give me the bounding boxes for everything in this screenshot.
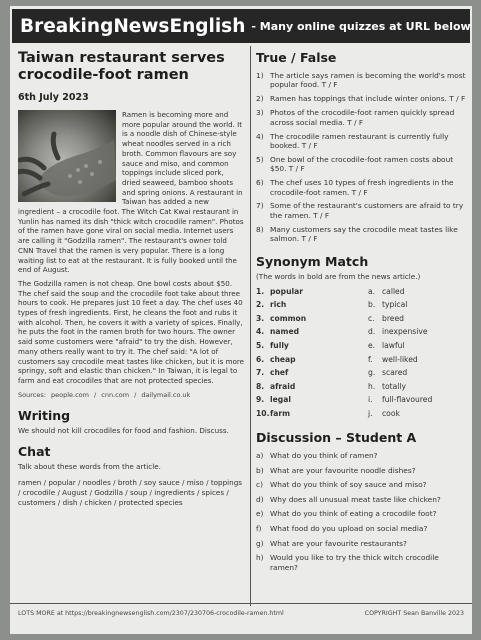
synonym-match: [368, 409, 468, 418]
article-sources: Sources: people.com / cnn.com / dailymail.co.uk: [18, 390, 191, 399]
synonym-word: [256, 355, 368, 364]
article-paragraph-1: Ramen is becoming more and more popular around the world. It is a noodle dish of Chinese-style wheat noodles served in a rich broth. Common flavours are soy sauce and miso, and common toppings include sliced pork, dried seaweed, bamboo shoots and spring onions. A restaurant in Taiwan has added a new ingredient – a crocodile foot. The Witch Cat Kwai restaurant in Yunlin has named its dish "thick witch crocodile ramen". Photos of the ramen have gone viral on social media. Internet users are calling it "Godzilla ramen". The restaurant's owner told CNN Travel that the ramen is very popular. There is a long waiting list to eat at the restaurant. It is fully booked until the end of August.: [18, 110, 244, 275]
list-item: [256, 201, 468, 220]
synonym-word: [256, 382, 368, 391]
item-number: 5): [256, 154, 264, 164]
bold-word: popular: [270, 286, 303, 296]
list-item: [256, 108, 468, 127]
bold-word: fully: [270, 340, 289, 350]
list-item: [256, 132, 468, 151]
synonym-word: [256, 300, 368, 309]
bold-word: chef: [270, 368, 289, 378]
item-number: 8): [256, 224, 264, 234]
item-text: The chef uses 10 types of fresh ingredients in the crocodile-foot ramen. T / F: [270, 178, 454, 197]
synonym-grid: [256, 287, 468, 418]
match-word: totally: [382, 381, 406, 391]
item-number: 6.: [256, 354, 265, 364]
item-number: 7): [256, 201, 264, 211]
item-letter: d): [256, 494, 264, 504]
bold-word: rich: [270, 300, 287, 310]
item-text: Some of the restaurant's customers are afraid to try the ramen. T / F: [270, 201, 464, 220]
item-letter: f.: [368, 354, 373, 364]
match-word: full-flavoured: [382, 395, 433, 405]
item-number: 6): [256, 178, 264, 188]
bold-word: cheap: [270, 354, 296, 364]
writing-heading: Writing: [18, 407, 71, 423]
item-letter: e): [256, 509, 264, 519]
synonym-word: [256, 395, 368, 404]
column-divider: [250, 46, 251, 606]
banner-tagline: - Many online quizzes at URL below: [251, 19, 471, 33]
item-text: Would you like to try the thick witch crocodile ramen?: [270, 553, 439, 572]
item-text: Photos of the crocodile-foot ramen quickly spread across social media. T / F: [270, 108, 455, 127]
list-item: [256, 71, 468, 90]
item-number: 8.: [256, 381, 265, 391]
item-text: The crocodile ramen restaurant is currently fully booked. T / F: [270, 131, 449, 150]
item-number: 1.: [256, 286, 265, 296]
item-letter: c.: [368, 313, 375, 323]
item-text: What do you think of ramen?: [270, 450, 378, 460]
item-letter: b): [256, 465, 264, 475]
synonym-match: [368, 327, 468, 336]
item-letter: f): [256, 523, 262, 533]
match-word: well-liked: [382, 354, 418, 364]
synonym-word: [256, 409, 368, 418]
item-number: 4): [256, 131, 264, 141]
match-word: called: [382, 286, 405, 296]
item-letter: g.: [368, 368, 376, 378]
synonym-word: [256, 368, 368, 377]
synonym-word: [256, 314, 368, 323]
match-word: breed: [382, 313, 404, 323]
chat-intro: Talk about these words from the article.: [18, 462, 161, 472]
true-false-heading: True / False: [256, 50, 337, 65]
item-letter: i.: [368, 395, 373, 405]
worksheet-page: [10, 6, 472, 634]
item-number: 3.: [256, 313, 265, 323]
chat-word-list: ramen / popular / noodles / broth / soy sauce / miso / toppings / crocodile / August / Godzilla / soup / ingredients / spices / customers / dish / chicken / protected species: [18, 478, 243, 507]
item-number: 1): [256, 71, 264, 80]
item-letter: d.: [368, 327, 376, 337]
item-text: The article says ramen is becoming the world's most popular food. T / F: [270, 71, 466, 90]
true-false-list: [256, 71, 468, 244]
article-paragraph-2: The Godzilla ramen is not cheap. One bowl costs about $50. The chef said the soup and the crocodile foot take about three hours to cook. He prepares just 10 feet a day. The chef uses 40 types of fresh ingredients. First, he cleans the foot and rubs it with alcohol. Then, he covers it with a variety of spices. Finally, he puts the foot in the ramen broth for two hours. The owner said some customers were "afraid" to try the dish. However, many others really want to try it. The chef said: "A lot of customers say crocodile meat tastes like chicken, but it is more springy, soft and elastic than chicken." In Taiwan, it is legal to farm and eat crocodiles that are not protected species.: [18, 278, 244, 385]
match-word: typical: [382, 300, 408, 310]
match-word: lawful: [382, 340, 405, 350]
item-letter: h.: [368, 381, 376, 391]
item-letter: a.: [368, 286, 376, 296]
footer-divider: [10, 603, 472, 604]
chat-heading: Chat: [18, 444, 51, 460]
item-text: Why does all unusual meat taste like chicken?: [270, 494, 441, 504]
synonym-match: [368, 355, 468, 364]
item-number: 10.: [256, 408, 270, 418]
item-letter: j.: [368, 408, 373, 418]
item-number: 2): [256, 94, 264, 104]
brand-name: BreakingNewsEnglish: [20, 15, 246, 37]
synonym-match: [368, 287, 468, 296]
synonym-word: [256, 341, 368, 350]
article-body: [18, 110, 244, 386]
synonym-match: [368, 341, 468, 350]
item-number: 9.: [256, 395, 265, 405]
bold-word: farm: [270, 408, 291, 418]
synonym-match: [368, 314, 468, 323]
crocodile-foot-photo: [18, 110, 116, 202]
item-text: What are your favourite restaurants?: [270, 538, 407, 548]
item-text: What food do you upload on social media?: [270, 523, 428, 533]
item-text: Many customers say the crocodile meat tastes like salmon. T / F: [270, 224, 458, 244]
item-text: Ramen has toppings that include winter onions. T / F: [270, 94, 466, 104]
bold-word: named: [270, 327, 300, 337]
bold-word: common: [270, 313, 307, 323]
list-item: [256, 155, 468, 174]
list-item: [256, 553, 468, 572]
item-number: 4.: [256, 327, 265, 337]
list-item: [256, 509, 468, 518]
footer-url: LOTS MORE at https://breakingnewsenglish.com/2307/230706-crocodile-ramen.html: [18, 610, 284, 617]
synonym-match: [368, 368, 468, 377]
synonym-match: [368, 300, 468, 309]
discussion-heading: Discussion – Student A: [256, 429, 417, 445]
copyright: COPYRIGHT Sean Banville 2023: [364, 610, 464, 617]
item-letter: c): [256, 480, 263, 490]
header-banner: [12, 9, 470, 43]
match-word: inexpensive: [382, 327, 428, 337]
page-footer: [18, 610, 464, 617]
match-word: scared: [382, 368, 408, 378]
right-column: [256, 46, 468, 577]
synonym-match: [368, 395, 468, 404]
list-item: [256, 480, 468, 489]
bold-word: legal: [270, 395, 291, 405]
bold-word: afraid: [270, 381, 296, 391]
item-letter: h): [256, 553, 264, 563]
item-letter: b.: [368, 300, 376, 310]
article-title: Taiwan restaurant serves crocodile-foot ramen: [18, 50, 225, 83]
item-number: 7.: [256, 368, 265, 378]
list-item: [256, 225, 468, 244]
list-item: [256, 178, 468, 197]
article-date: 6th July 2023: [18, 92, 89, 103]
synonym-word: [256, 287, 368, 296]
list-item: [256, 495, 468, 504]
item-text: One bowl of the crocodile-foot ramen costs about $50. T / F: [270, 154, 454, 174]
item-letter: a): [256, 450, 264, 460]
list-item: [256, 539, 468, 548]
item-text: What are your favourite noodle dishes?: [270, 465, 416, 475]
synonym-heading: Synonym Match: [256, 253, 369, 269]
item-number: 5.: [256, 340, 265, 350]
synonym-note: (The words in bold are from the news article.): [256, 271, 421, 281]
discussion-section: [256, 430, 468, 572]
list-item: [256, 466, 468, 475]
synonym-match: [368, 382, 468, 391]
writing-prompt: We should not kill crocodiles for food and fashion. Discuss.: [18, 425, 229, 435]
left-column: [18, 50, 244, 507]
match-word: cook: [382, 408, 400, 418]
list-item: [256, 94, 468, 103]
list-item: [256, 451, 468, 460]
item-text: What do you think of soy sauce and miso?: [270, 480, 427, 490]
item-letter: e.: [368, 340, 376, 350]
item-number: 2.: [256, 300, 265, 310]
item-text: What do you think of eating a crocodile foot?: [270, 509, 437, 519]
item-number: 3): [256, 108, 264, 118]
synonym-word: [256, 327, 368, 336]
list-item: [256, 524, 468, 533]
item-letter: g): [256, 538, 264, 548]
